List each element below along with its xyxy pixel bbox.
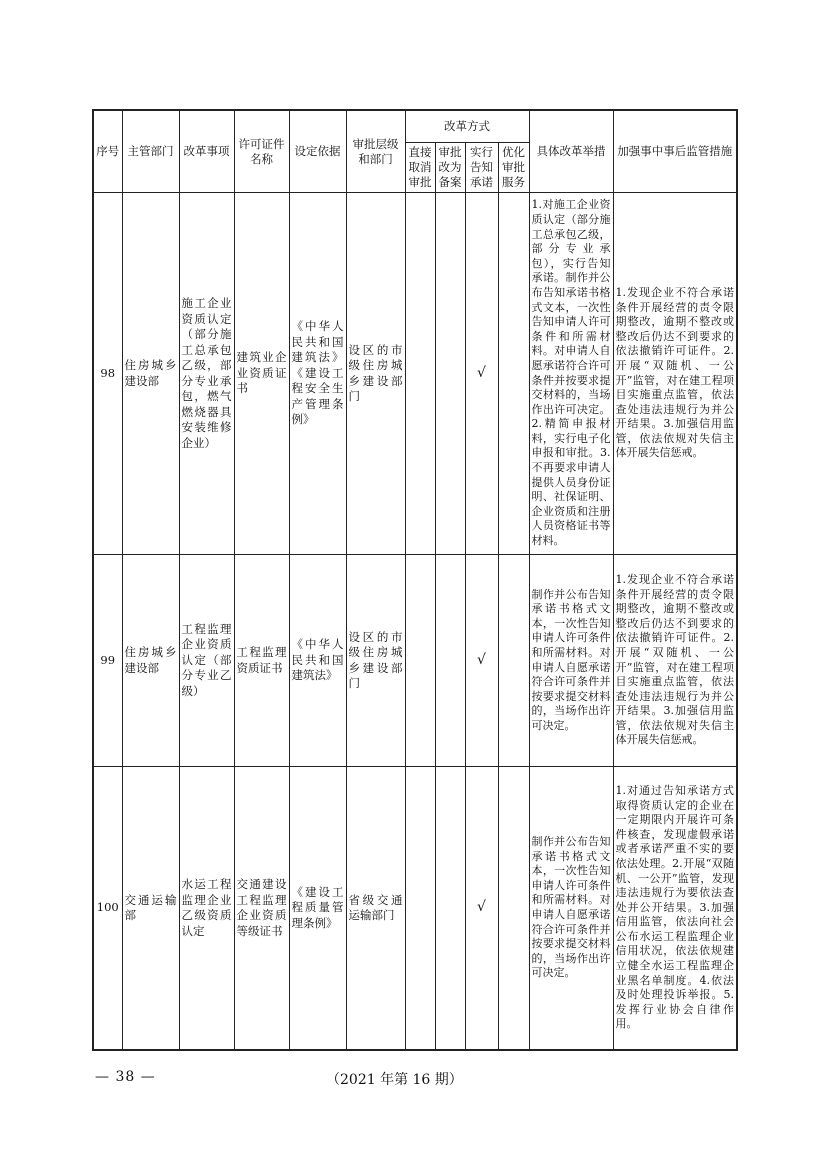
row-seq: 98 <box>93 193 122 555</box>
row-supervision: 1.发现企业不符合承诺条件开展经营的责令限期整改，逾期不整改或整改后仍达不到要求的依法撤销许可证件。2.开展“双随机、一公开”监管，对在建工程项目实施重点监管，依法查处违法违规行为并公开结果。3.加强信用监管，依法依规对失信主体开展失信惩戒。 <box>613 555 737 767</box>
header-license-name: 许可证件名称 <box>234 110 289 193</box>
row-approval-level: 省级交通运输部门 <box>346 767 405 1051</box>
row-optimize-service <box>498 767 529 1051</box>
row-department: 住房城乡建设部 <box>122 193 179 555</box>
page-footer <box>0 1069 827 1089</box>
row-direct-cancel <box>405 193 435 555</box>
row-approval-level: 设区的市级住房城乡建设部门 <box>346 193 405 555</box>
issue-label: （2021 年第 16 期） <box>326 1072 463 1088</box>
row-notification-commitment: √ <box>465 555 498 767</box>
header-measures: 具体改革举措 <box>529 110 613 193</box>
row-to-filing <box>435 767 465 1051</box>
header-optimize-service: 优化审批服务 <box>498 143 529 193</box>
header-notification-commitment: 实行告知承诺 <box>465 143 498 193</box>
row-department: 住房城乡建设部 <box>122 555 179 767</box>
row-basis: 《中华人民共和国建筑法》 <box>289 555 346 767</box>
row-item: 水运工程监理企业乙级资质认定 <box>179 767 234 1051</box>
header-supervision: 加强事中事后监管措施 <box>613 110 737 193</box>
reform-table <box>92 109 738 1051</box>
row-seq: 99 <box>93 555 122 767</box>
header-approval-level: 审批层级和部门 <box>346 110 405 193</box>
row-notification-commitment: √ <box>465 767 498 1051</box>
row-supervision: 1.对通过告知承诺方式取得资质认定的企业在一定期限内开展许可条件核查，发现虚假承诺或者承诺严重不实的要依法处理。2.开展“双随机、一公开”监管，发现违法违规行为要依法查处并公开结果。3.加强信用监管，依法向社会公布水运工程监理企业信用状况，依法依规建立健全水运工程监理企业黑名单制度。4.依法及时处理投诉举报。5.发挥行业协会自律作用。 <box>613 767 737 1051</box>
header-to-filing: 审批改为备案 <box>435 143 465 193</box>
row-optimize-service <box>498 555 529 767</box>
row-to-filing <box>435 193 465 555</box>
row-approval-level: 设区的市级住房城乡建设部门 <box>346 555 405 767</box>
row-direct-cancel <box>405 767 435 1051</box>
row-basis: 《中华人民共和国建筑法》《建设工程安全生产管理条例》 <box>289 193 346 555</box>
row-item: 施工企业资质认定（部分施工总承包乙级，部分专业承包，燃气燃烧器具安装维修企业） <box>179 193 234 555</box>
row-measures: 1.对施工企业资质认定（部分施工总承包乙级，部分专业承包），实行告知承诺。制作并公布告知承诺书格式文本，一次性告知申请人许可条件和所需材料。对申请人自愿承诺符合许可条件并按要求提交材料的，当场作出许可决定。2.精简申报材料，实行电子化申报和审批。3.不再要求申请人提供人员身份证明、社保证明、企业资质和注册人员资格证书等材料。 <box>529 193 613 555</box>
header-seq: 序号 <box>93 110 122 193</box>
header-item: 改革事项 <box>179 110 234 193</box>
header-basis: 设定依据 <box>289 110 346 193</box>
row-supervision: 1.发现企业不符合承诺条件开展经营的责令限期整改，逾期不整改或整改后仍达不到要求的依法撤销许可证件。2.开展“双随机、一公开”监管，对在建工程项目实施重点监管，依法查处违法违规行为并公开结果。3.加强信用监管，依法依规对失信主体开展失信惩戒。 <box>613 193 737 555</box>
row-seq: 100 <box>93 767 122 1051</box>
row-notification-commitment: √ <box>465 193 498 555</box>
row-item: 工程监理企业资质认定（部分专业乙级） <box>179 555 234 767</box>
row-direct-cancel <box>405 555 435 767</box>
header-department: 主管部门 <box>122 110 179 193</box>
table-row <box>93 555 737 767</box>
row-measures: 制作并公布告知承诺书格式文本，一次性告知申请人许可条件和所需材料。对申请人自愿承诺符合许可条件并按要求提交材料的，当场作出许可决定。 <box>529 555 613 767</box>
table-row <box>93 193 737 555</box>
page-number: — 38 — <box>95 1069 156 1085</box>
header-direct-cancel: 直接取消审批 <box>405 143 435 193</box>
table-row <box>93 767 737 1051</box>
header-reform-method: 改革方式 <box>405 110 529 143</box>
row-optimize-service <box>498 193 529 555</box>
row-license-name: 交通建设工程监理企业资质等级证书 <box>234 767 289 1051</box>
row-basis: 《建设工程质量管理条例》 <box>289 767 346 1051</box>
row-to-filing <box>435 555 465 767</box>
row-license-name: 工程监理资质证书 <box>234 555 289 767</box>
row-license-name: 建筑业企业资质证书 <box>234 193 289 555</box>
row-department: 交通运输部 <box>122 767 179 1051</box>
row-measures: 制作并公布告知承诺书格式文本，一次性告知申请人许可条件和所需材料。对申请人自愿承诺符合许可条件并按要求提交材料的，当场作出许可决定。 <box>529 767 613 1051</box>
